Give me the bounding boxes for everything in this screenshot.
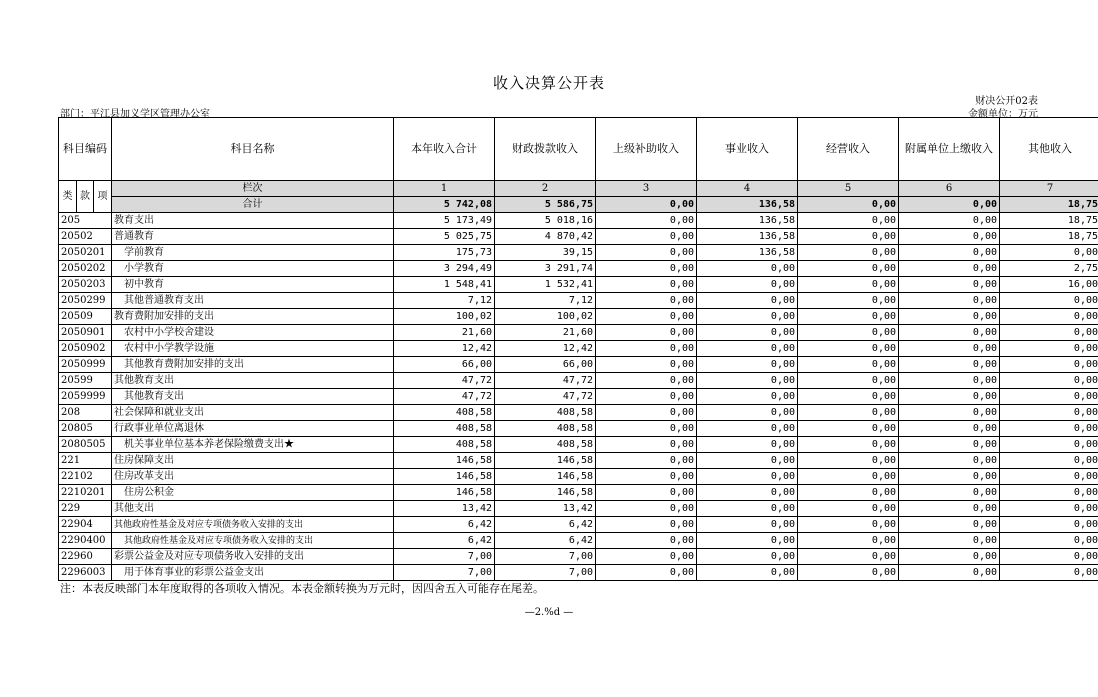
row-value: 100,02 (394, 309, 495, 325)
row-code: 221 (59, 453, 112, 469)
row-value: 0,00 (596, 325, 697, 341)
row-name: 机关事业单位基本养老保险缴费支出★ (112, 437, 394, 453)
header-code: 科目编码 (59, 118, 112, 181)
row-name: 初中教育 (112, 277, 394, 293)
lanci-number: 4 (697, 181, 798, 197)
row-value: 0,00 (798, 517, 899, 533)
row-value: 7,00 (394, 565, 495, 581)
row-code: 2050999 (59, 357, 112, 373)
row-value: 12,42 (394, 341, 495, 357)
row-value: 0,00 (697, 469, 798, 485)
row-value: 0,00 (596, 245, 697, 261)
row-value: 0,00 (899, 357, 1000, 373)
row-value: 408,58 (394, 405, 495, 421)
row-name: 行政事业单位离退休 (112, 421, 394, 437)
page-title: 收入决算公开表 (492, 74, 605, 92)
row-value: 21,60 (394, 325, 495, 341)
row-value: 2,75 (1000, 261, 1098, 277)
row-value: 0,00 (697, 453, 798, 469)
row-value: 7,00 (495, 549, 596, 565)
row-value: 0,00 (798, 485, 899, 501)
row-value: 0,00 (798, 213, 899, 229)
row-value: 0,00 (798, 325, 899, 341)
row-value: 47,72 (394, 389, 495, 405)
header-kuan: 款 (77, 181, 94, 213)
row-value: 0,00 (798, 437, 899, 453)
table-row (59, 469, 1098, 485)
row-value: 47,72 (495, 389, 596, 405)
row-value: 0,00 (1000, 453, 1098, 469)
table-row (59, 261, 1098, 277)
row-value: 0,00 (1000, 501, 1098, 517)
table-row (59, 549, 1098, 565)
row-value: 0,00 (697, 421, 798, 437)
row-value: 146,58 (495, 453, 596, 469)
row-value: 0,00 (697, 533, 798, 549)
row-code: 2210201 (59, 485, 112, 501)
row-value: 0,00 (899, 309, 1000, 325)
row-value: 0,00 (596, 293, 697, 309)
header-name: 科目名称 (112, 118, 394, 181)
row-value: 136,58 (697, 245, 798, 261)
row-value: 146,58 (495, 469, 596, 485)
row-value: 0,00 (1000, 549, 1098, 565)
row-name: 其他普通教育支出 (112, 293, 394, 309)
row-value: 18,75 (1000, 229, 1098, 245)
row-value: 3 294,49 (394, 261, 495, 277)
row-value: 21,60 (495, 325, 596, 341)
row-value: 0,00 (596, 453, 697, 469)
table-row (59, 341, 1098, 357)
row-value: 0,00 (899, 533, 1000, 549)
row-name: 教育支出 (112, 213, 394, 229)
header-col-5: 经营收入 (798, 118, 899, 181)
row-value: 0,00 (899, 565, 1000, 581)
row-value: 0,00 (697, 501, 798, 517)
row-value: 39,15 (495, 245, 596, 261)
row-value: 0,00 (697, 405, 798, 421)
row-value: 0,00 (1000, 533, 1098, 549)
row-value: 146,58 (394, 485, 495, 501)
row-value: 0,00 (899, 293, 1000, 309)
table-row (59, 533, 1098, 549)
row-value: 0,00 (596, 277, 697, 293)
row-value: 0,00 (798, 357, 899, 373)
row-name: 住房公积金 (112, 485, 394, 501)
row-value: 13,42 (495, 501, 596, 517)
header-row (59, 118, 1098, 181)
row-value: 0,00 (899, 437, 1000, 453)
row-value: 0,00 (596, 533, 697, 549)
row-code: 2080505 (59, 437, 112, 453)
row-value: 1 532,41 (495, 277, 596, 293)
row-value: 7,00 (394, 549, 495, 565)
table-row (59, 421, 1098, 437)
table-row (59, 501, 1098, 517)
row-name: 学前教育 (112, 245, 394, 261)
lanci-number: 1 (394, 181, 495, 197)
row-name: 其他教育支出 (112, 373, 394, 389)
row-value: 0,00 (899, 421, 1000, 437)
row-value: 136,58 (697, 213, 798, 229)
row-value: 0,00 (798, 405, 899, 421)
row-name: 农村中小学教学设施 (112, 341, 394, 357)
table-row (59, 565, 1098, 581)
row-value: 0,00 (1000, 389, 1098, 405)
table-row (59, 453, 1098, 469)
row-value: 0,00 (1000, 437, 1098, 453)
row-value: 0,00 (1000, 325, 1098, 341)
header-col-6: 附属单位上缴收入 (899, 118, 1000, 181)
row-value: 408,58 (394, 437, 495, 453)
row-value: 100,02 (495, 309, 596, 325)
row-value: 0,00 (899, 405, 1000, 421)
header-col-7: 其他收入 (1000, 118, 1098, 181)
row-value: 0,00 (899, 485, 1000, 501)
row-value: 0,00 (798, 341, 899, 357)
row-value: 0,00 (697, 485, 798, 501)
row-value: 0,00 (798, 229, 899, 245)
row-value: 66,00 (394, 357, 495, 373)
header-lei: 类 (59, 181, 77, 213)
row-value: 0,00 (899, 229, 1000, 245)
row-value: 0,00 (697, 389, 798, 405)
lanci-number: 3 (596, 181, 697, 197)
row-code: 2050201 (59, 245, 112, 261)
header-col-1: 本年收入合计 (394, 118, 495, 181)
row-value: 0,00 (1000, 341, 1098, 357)
row-value: 0,00 (697, 437, 798, 453)
row-value: 0,00 (1000, 421, 1098, 437)
total-value: 136,58 (697, 197, 798, 213)
row-value: 0,00 (596, 437, 697, 453)
table-row (59, 229, 1098, 245)
row-value: 0,00 (697, 261, 798, 277)
lanci-number: 7 (1000, 181, 1098, 197)
row-value: 0,00 (899, 549, 1000, 565)
row-value: 0,00 (1000, 293, 1098, 309)
row-name: 普通教育 (112, 229, 394, 245)
row-value: 0,00 (1000, 405, 1098, 421)
row-value: 18,75 (1000, 213, 1098, 229)
row-value: 5 018,16 (495, 213, 596, 229)
row-value: 0,00 (697, 309, 798, 325)
table-row (59, 517, 1098, 533)
row-code: 2050202 (59, 261, 112, 277)
table-row (59, 277, 1098, 293)
row-value: 0,00 (596, 517, 697, 533)
row-code: 229 (59, 501, 112, 517)
row-value: 0,00 (596, 421, 697, 437)
unit-label: 金额单位：万元 (968, 109, 1038, 120)
row-value: 0,00 (1000, 357, 1098, 373)
row-code: 205 (59, 213, 112, 229)
row-value: 3 291,74 (495, 261, 596, 277)
row-code: 20509 (59, 309, 112, 325)
row-value: 0,00 (596, 309, 697, 325)
row-value: 408,58 (495, 437, 596, 453)
row-value: 0,00 (798, 549, 899, 565)
row-value: 175,73 (394, 245, 495, 261)
row-value: 7,00 (495, 565, 596, 581)
row-value: 146,58 (394, 469, 495, 485)
row-code: 2050203 (59, 277, 112, 293)
row-value: 7,12 (394, 293, 495, 309)
row-value: 0,00 (899, 469, 1000, 485)
row-value: 146,58 (394, 453, 495, 469)
row-code: 22904 (59, 517, 112, 533)
row-value: 5 173,49 (394, 213, 495, 229)
total-value: 0,00 (798, 197, 899, 213)
row-value: 0,00 (798, 245, 899, 261)
row-value: 0,00 (899, 261, 1000, 277)
row-value: 66,00 (495, 357, 596, 373)
row-value: 0,00 (697, 565, 798, 581)
row-value: 6,42 (495, 517, 596, 533)
row-value: 0,00 (798, 309, 899, 325)
department-label: 部门：平江县加义学区管理办公室 (60, 109, 210, 120)
row-value: 0,00 (697, 373, 798, 389)
row-name: 农村中小学校舍建设 (112, 325, 394, 341)
lanci-label: 栏次 (112, 181, 394, 197)
header-col-2: 财政拨款收入 (495, 118, 596, 181)
row-code: 20805 (59, 421, 112, 437)
row-value: 0,00 (798, 501, 899, 517)
row-code: 22960 (59, 549, 112, 565)
row-value: 0,00 (596, 373, 697, 389)
page-number: —2.%d — (524, 607, 574, 618)
row-code: 2050902 (59, 341, 112, 357)
row-value: 0,00 (596, 485, 697, 501)
row-value: 0,00 (1000, 485, 1098, 501)
row-value: 0,00 (899, 373, 1000, 389)
total-row (59, 197, 1098, 213)
row-value: 0,00 (596, 405, 697, 421)
row-value: 408,58 (495, 421, 596, 437)
row-value: 0,00 (1000, 245, 1098, 261)
row-value: 408,58 (394, 421, 495, 437)
row-code: 20599 (59, 373, 112, 389)
row-value: 4 870,42 (495, 229, 596, 245)
row-value: 0,00 (798, 261, 899, 277)
table-row (59, 213, 1098, 229)
table-row (59, 325, 1098, 341)
row-value: 0,00 (899, 453, 1000, 469)
row-name: 教育费附加安排的支出 (112, 309, 394, 325)
row-value: 0,00 (596, 341, 697, 357)
lanci-number: 5 (798, 181, 899, 197)
row-value: 0,00 (596, 213, 697, 229)
table-row (59, 245, 1098, 261)
row-value: 0,00 (899, 245, 1000, 261)
row-code: 2059999 (59, 389, 112, 405)
row-code: 208 (59, 405, 112, 421)
row-value: 0,00 (596, 549, 697, 565)
row-value: 7,12 (495, 293, 596, 309)
row-name: 住房保障支出 (112, 453, 394, 469)
row-name: 用于体育事业的彩票公益金支出 (112, 565, 394, 581)
row-value: 0,00 (1000, 517, 1098, 533)
form-id: 财决公开02表 (975, 96, 1038, 107)
header-col-3: 上级补助收入 (596, 118, 697, 181)
row-value: 0,00 (1000, 309, 1098, 325)
row-value: 0,00 (697, 549, 798, 565)
row-value: 0,00 (697, 517, 798, 533)
row-value: 0,00 (596, 389, 697, 405)
row-value: 0,00 (697, 293, 798, 309)
footnote: 注：本表反映部门本年度取得的各项收入情况。本表金额转换为万元时，因四舍五入可能存在尾差。 (60, 582, 544, 595)
income-table (58, 117, 1098, 581)
row-name: 其他教育支出 (112, 389, 394, 405)
row-value: 0,00 (697, 277, 798, 293)
row-name: 小学教育 (112, 261, 394, 277)
total-value: 5 586,75 (495, 197, 596, 213)
row-value: 0,00 (596, 501, 697, 517)
row-value: 136,58 (697, 229, 798, 245)
row-value: 0,00 (798, 293, 899, 309)
row-value: 0,00 (798, 389, 899, 405)
row-name: 其他政府性基金及对应专项债务收入安排的支出 (112, 517, 394, 533)
row-code: 2050901 (59, 325, 112, 341)
row-name: 其他政府性基金及对应专项债务收入安排的支出 (112, 533, 394, 549)
row-code: 22102 (59, 469, 112, 485)
row-value: 0,00 (1000, 565, 1098, 581)
row-value: 0,00 (798, 421, 899, 437)
row-value: 13,42 (394, 501, 495, 517)
row-value: 0,00 (596, 357, 697, 373)
total-value: 5 742,08 (394, 197, 495, 213)
row-value: 0,00 (899, 389, 1000, 405)
row-value: 6,42 (495, 533, 596, 549)
row-value: 0,00 (697, 325, 798, 341)
row-value: 0,00 (1000, 373, 1098, 389)
row-name: 彩票公益金及对应专项债务收入安排的支出 (112, 549, 394, 565)
row-name: 社会保障和就业支出 (112, 405, 394, 421)
table-row (59, 373, 1098, 389)
row-value: 0,00 (899, 517, 1000, 533)
row-value: 6,42 (394, 517, 495, 533)
row-value: 0,00 (798, 277, 899, 293)
total-label: 合计 (112, 197, 394, 213)
row-value: 0,00 (596, 565, 697, 581)
table-row (59, 357, 1098, 373)
row-value: 0,00 (899, 341, 1000, 357)
row-value: 1 548,41 (394, 277, 495, 293)
row-code: 2296003 (59, 565, 112, 581)
row-value: 0,00 (596, 261, 697, 277)
row-value: 0,00 (798, 469, 899, 485)
lanci-number: 6 (899, 181, 1000, 197)
row-value: 146,58 (495, 485, 596, 501)
total-value: 0,00 (596, 197, 697, 213)
table-row (59, 293, 1098, 309)
row-name: 住房改革支出 (112, 469, 394, 485)
row-code: 20502 (59, 229, 112, 245)
table-row (59, 485, 1098, 501)
row-value: 0,00 (798, 453, 899, 469)
row-value: 0,00 (1000, 469, 1098, 485)
row-name: 其他教育费附加安排的支出 (112, 357, 394, 373)
row-value: 0,00 (899, 501, 1000, 517)
total-value: 18,75 (1000, 197, 1098, 213)
row-value: 0,00 (798, 373, 899, 389)
row-code: 2050299 (59, 293, 112, 309)
header-xiang: 项 (94, 181, 112, 213)
row-code: 2290400 (59, 533, 112, 549)
row-value: 0,00 (798, 565, 899, 581)
row-value: 0,00 (596, 229, 697, 245)
table-row (59, 437, 1098, 453)
lanci-row (59, 181, 1098, 197)
row-value: 0,00 (899, 325, 1000, 341)
header-col-4: 事业收入 (697, 118, 798, 181)
row-value: 12,42 (495, 341, 596, 357)
row-value: 0,00 (899, 213, 1000, 229)
row-value: 47,72 (394, 373, 495, 389)
row-value: 0,00 (899, 277, 1000, 293)
row-name: 其他支出 (112, 501, 394, 517)
table-row (59, 389, 1098, 405)
row-value: 47,72 (495, 373, 596, 389)
row-value: 16,00 (1000, 277, 1098, 293)
row-value: 0,00 (697, 357, 798, 373)
row-value: 0,00 (596, 469, 697, 485)
lanci-number: 2 (495, 181, 596, 197)
row-value: 408,58 (495, 405, 596, 421)
total-value: 0,00 (899, 197, 1000, 213)
table-row (59, 309, 1098, 325)
row-value: 6,42 (394, 533, 495, 549)
row-value: 0,00 (697, 341, 798, 357)
row-value: 5 025,75 (394, 229, 495, 245)
row-value: 0,00 (798, 533, 899, 549)
table-row (59, 405, 1098, 421)
